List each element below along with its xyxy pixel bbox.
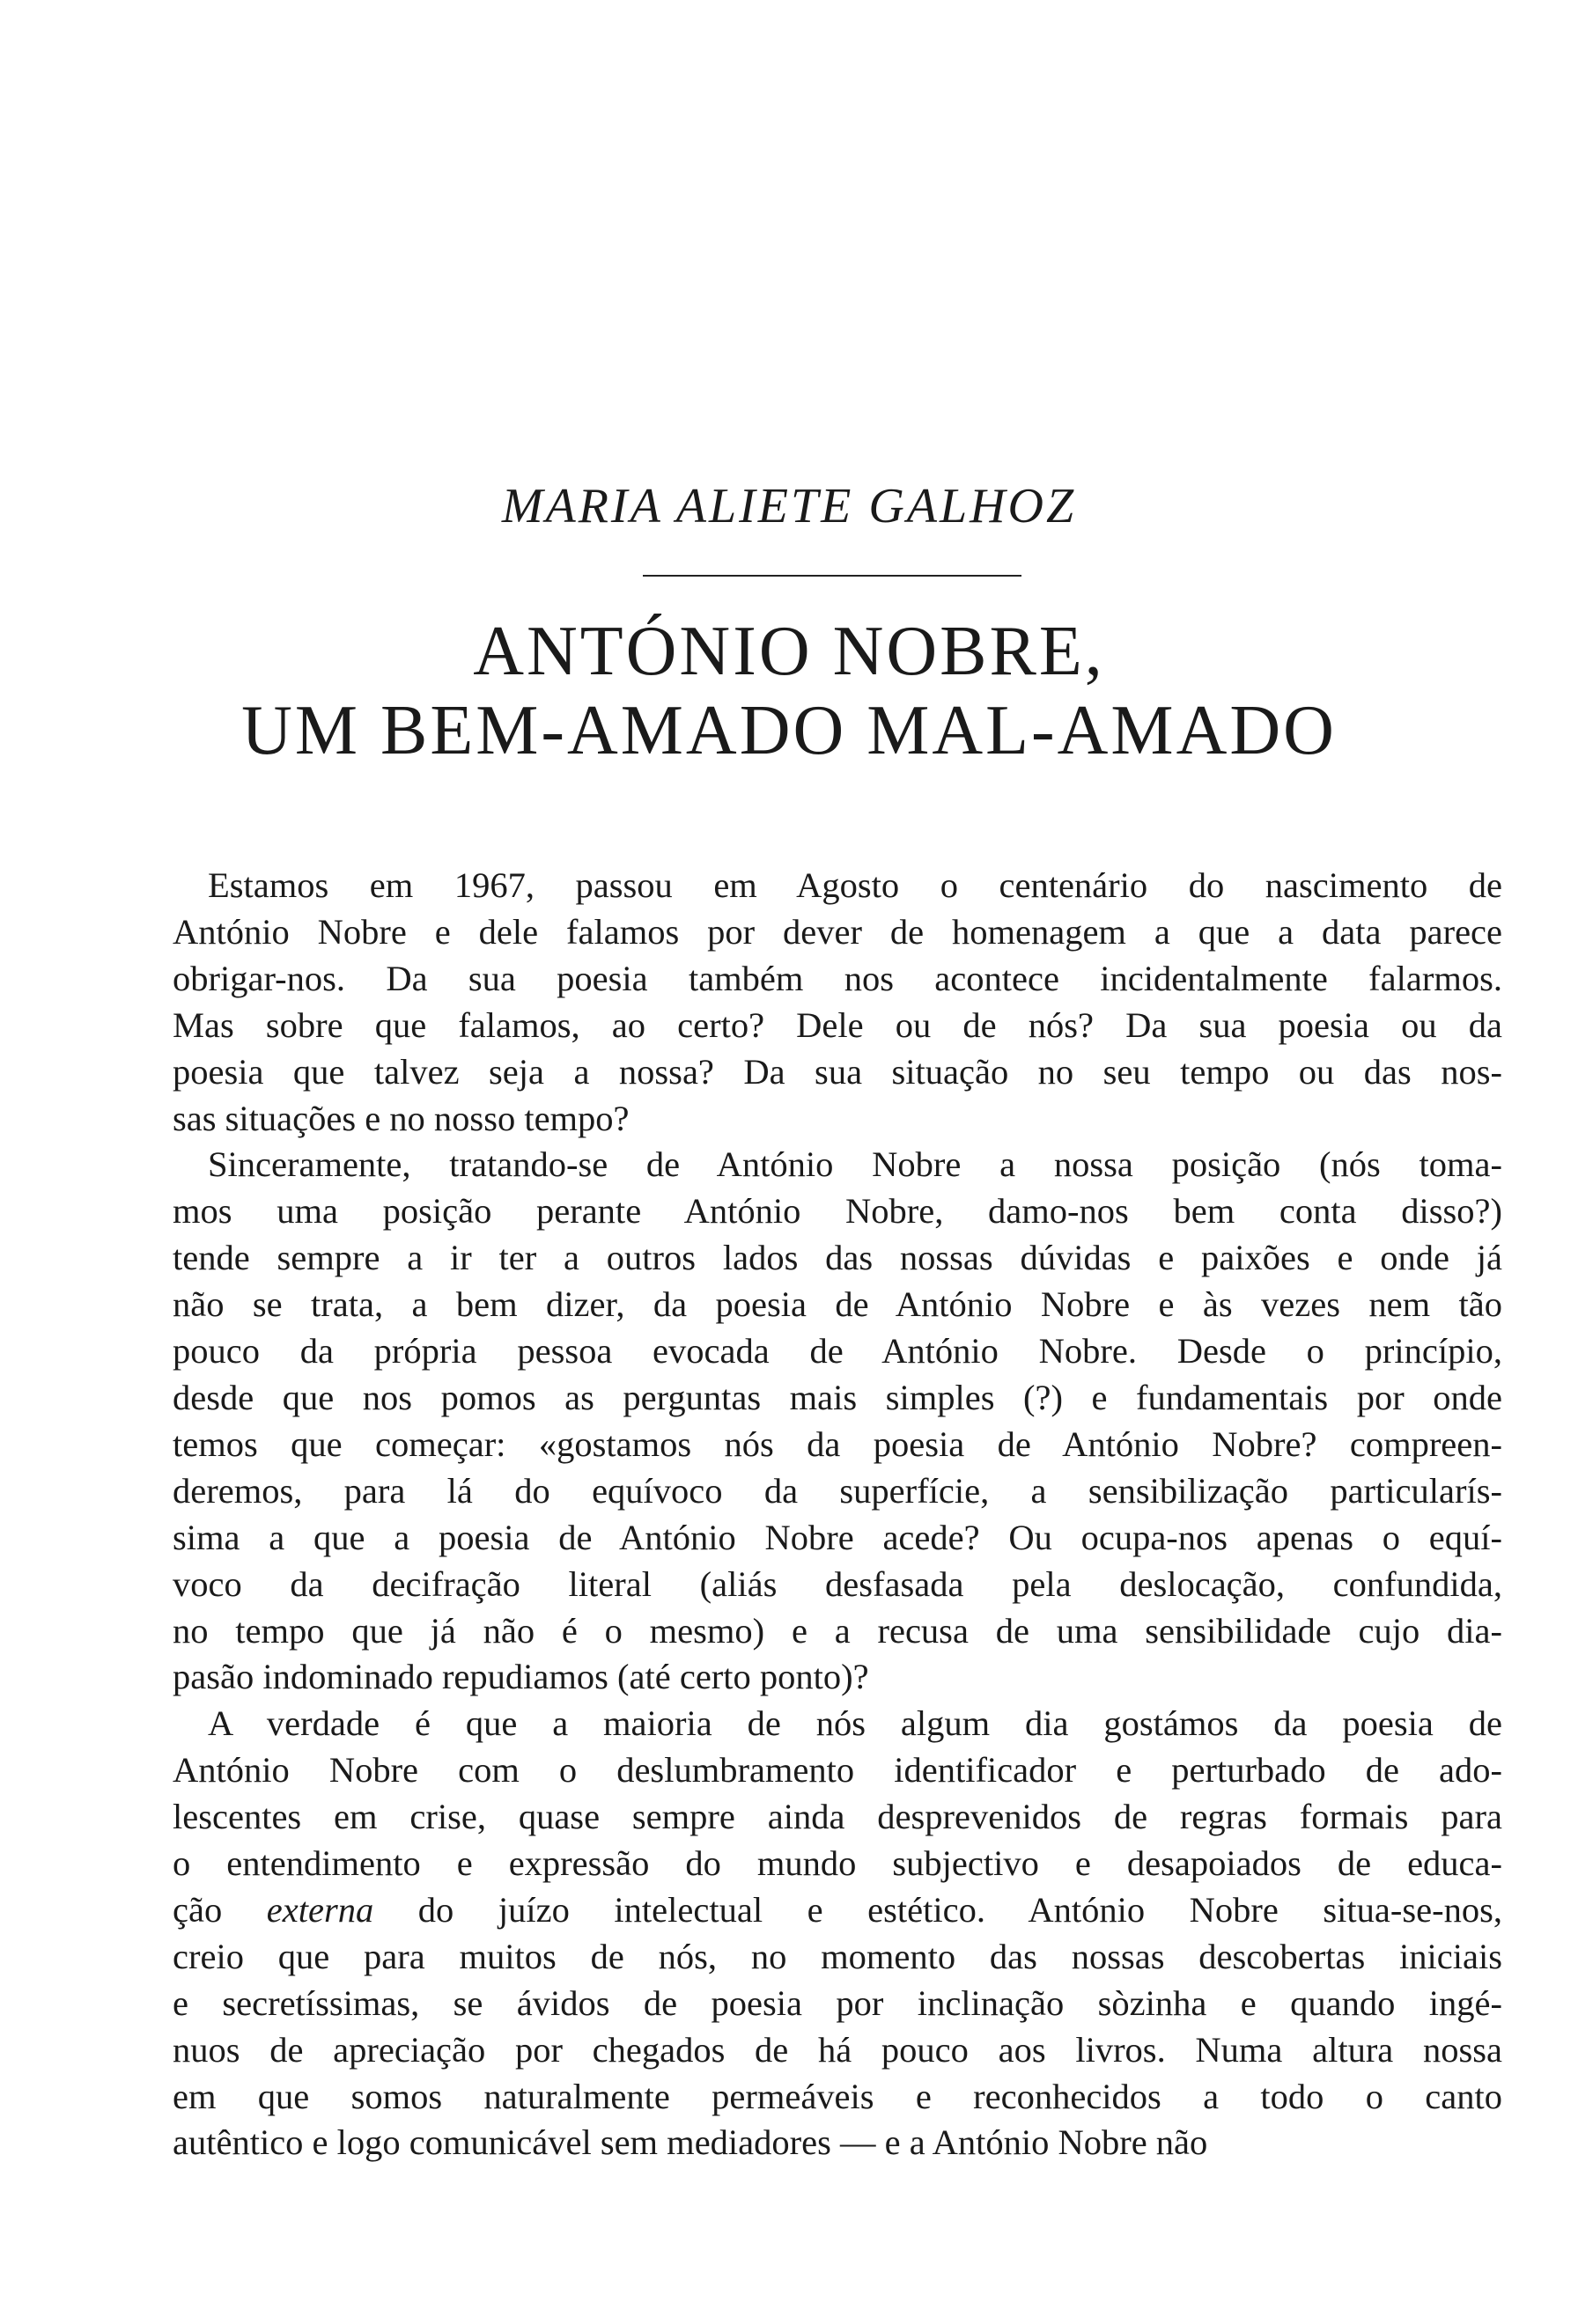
text-line: ção externa do juízo intelectual e estético. António Nobre situa-se-nos, <box>173 1889 1503 1930</box>
author-name: MARIA ALIETE GALHOZ <box>501 479 1077 533</box>
paragraph <box>173 1142 1502 1701</box>
text-line: e secretíssimas, se ávidos de poesia por inclinação sòzinha e quando ingé- <box>173 1982 1502 2023</box>
text-line: mos uma posição perante António Nobre, damo-nos bem conta disso?) <box>173 1191 1502 1232</box>
text-line: temos que começar: «gostamos nós da poesia de António Nobre? compreen- <box>173 1423 1502 1464</box>
text-line: desde que nos pomos as perguntas mais simples (?) e fundamentais por onde <box>173 1377 1502 1417</box>
text-line: António Nobre com o deslumbramento identificador e perturbado de ado- <box>173 1750 1502 1791</box>
text-line: poesia que talvez seja a nossa? Da sua situação no seu tempo ou das nos- <box>173 1051 1502 1092</box>
text-line: obrigar-nos. Da sua poesia também nos acontece incidentalmente falarmos. <box>173 958 1502 998</box>
text-line: A verdade é que a maioria de nós algum dia gostámos da poesia de <box>208 1703 1502 1744</box>
text-line: deremos, para lá do equívoco da superfície, a sensibilização particularís- <box>173 1470 1502 1511</box>
title-divider <box>643 575 1021 577</box>
text-line: pasão indominado repudiamos (até certo ponto)? <box>173 1657 869 1697</box>
text-line: o entendimento e expressão do mundo subjectivo e desapoiados de educa- <box>173 1843 1502 1884</box>
text-line: lescentes em crise, quase sempre ainda desprevenidos de regras formais para <box>173 1797 1502 1837</box>
text-line: sas situações e no nosso tempo? <box>173 1098 630 1138</box>
text-line: sima a que a poesia de António Nobre acede? Ou ocupa-nos apenas o equí- <box>173 1517 1502 1557</box>
text-line: António Nobre e dele falamos por dever de homenagem a que a data parece <box>173 911 1502 952</box>
paragraph <box>173 863 1502 1142</box>
text-line: Sinceramente, tratando-se de António Nobre a nossa posição (nós toma- <box>208 1144 1502 1185</box>
paragraph <box>173 1701 1502 2166</box>
text-line: pouco da própria pessoa evocada de António Nobre. Desde o princípio, <box>173 1331 1502 1372</box>
text-line: creio que para muitos de nós, no momento das nossas descobertas iniciais <box>173 1936 1502 1976</box>
article-body <box>173 863 1502 2166</box>
text-line: no tempo que já não é o mesmo) e a recusa de uma sensibilidade cujo dia- <box>173 1610 1502 1651</box>
text-line: tende sempre a ir ter a outros lados das nossas dúvidas e paixões e onde já <box>173 1238 1502 1278</box>
title-line-1: ANTÓNIO NOBRE, <box>473 613 1105 690</box>
title-line-2: UM BEM-AMADO MAL-AMADO <box>241 692 1337 769</box>
text-line: Estamos em 1967, passou em Agosto o centenário do nascimento de <box>208 865 1502 905</box>
text-line: autêntico e logo comunicável sem mediadores — e a António Nobre não <box>173 2122 1208 2163</box>
emphasis: externa <box>266 1889 374 1930</box>
text-line: não se trata, a bem dizer, da poesia de António Nobre e às vezes nem tão <box>173 1284 1502 1325</box>
text-line: voco da decifração literal (aliás desfasada pela deslocação, confundida, <box>173 1563 1502 1604</box>
text-line: em que somos naturalmente permeáveis e reconhecidos a todo o canto <box>173 2076 1502 2116</box>
text-line: Mas sobre que falamos, ao certo? Dele ou de nós? Da sua poesia ou da <box>173 1004 1502 1045</box>
article-title <box>0 612 1578 770</box>
text-line: nuos de apreciação por chegados de há pouco aos livros. Numa altura nossa <box>173 2029 1502 2070</box>
